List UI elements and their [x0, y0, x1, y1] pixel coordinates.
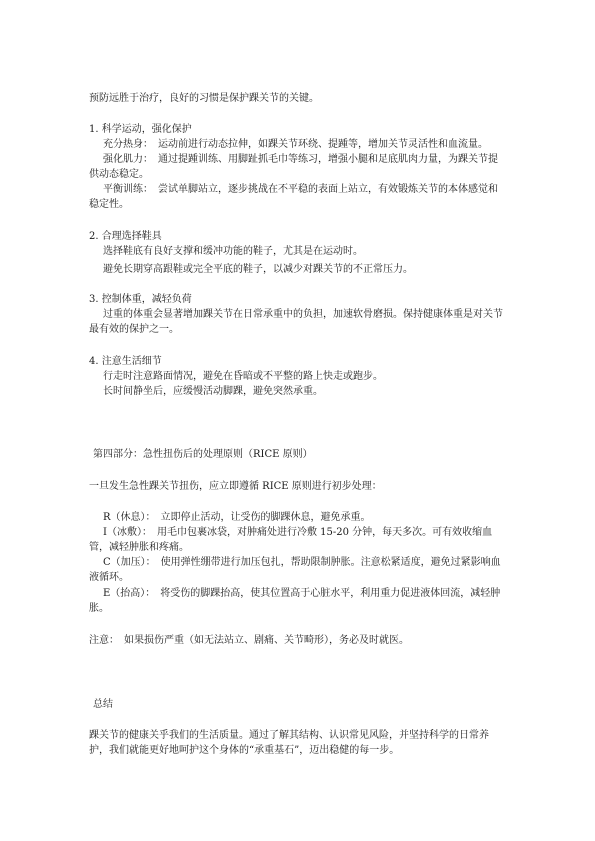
rice-item-elevation: E（抬高）： 将受伤的脚踝抬高，使其位置高于心脏水平，利用重力促进液体回流，减轻肿胀。: [89, 588, 501, 614]
section-4-title: 4. 注意生活细节: [89, 356, 162, 367]
part-4-note: 注意： 如果损伤严重（如无法站立、剧痛、关节畸形），务必及时就医。: [89, 635, 409, 646]
rice-item-rest: R（休息）： 立即停止活动，让受伤的脚踝休息，避免承重。: [103, 512, 371, 523]
section-1-item-warmup: 充分热身： 运动前进行动态拉伸，如踝关节环绕、提踵等，增加关节灵活性和血流量。: [103, 139, 488, 150]
rice-item-compression: C（加压）： 使用弹性绷带进行加压包扎，帮助限制肿胀。注意松紧适度，避免过紧影响血液循环。: [89, 557, 501, 583]
section-2-item-2: 避免长期穿高跟鞋或完全平底的鞋子，以减少对踝关节的不正常压力。: [103, 264, 413, 275]
section-3-body: 过重的体重会显著增加踝关节在日常承重中的负担，加速软骨磨损。保持健康体重是对关节最有效的保护之一。: [89, 309, 503, 335]
section-1-title: 1. 科学运动，强化保护: [89, 124, 192, 135]
section-4-item-2: 长时间静坐后，应缓慢活动脚踝，避免突然承重。: [103, 386, 323, 397]
summary-heading: 总结: [93, 699, 113, 710]
section-1-item-strength: 强化肌力： 通过提踵训练、用脚趾抓毛巾等练习，增强小腿和足底肌肉力量，为踝关节提供动态稳定。: [89, 154, 498, 180]
part-4-lead: 一旦发生急性踝关节扭伤，应立即遵循 RICE 原则进行初步处理：: [89, 481, 382, 492]
section-4-item-1: 行走时注意路面情况，避免在昏暗或不平整的路上快走或跑步。: [103, 371, 383, 382]
section-2-title: 2. 合理选择鞋具: [89, 231, 162, 242]
section-2-item-1: 选择鞋底有良好支撑和缓冲功能的鞋子，尤其是在运动时。: [103, 246, 363, 257]
section-3-title: 3. 控制体重，减轻负荷: [89, 294, 192, 305]
section-1-item-balance: 平衡训练： 尝试单脚站立，逐步挑战在不平稳的表面上站立，有效锻炼关节的本体感觉和稳定性。: [89, 184, 498, 210]
rice-item-ice: I（冰敷）： 用毛巾包裹冰袋，对肿痛处进行冷敷 15-20 分钟，每天多次。可有效收缩血管，减轻肿胀和疼痛。: [89, 527, 493, 553]
intro-paragraph: 预防远胜于治疗，良好的习惯是保护踝关节的关键。: [89, 93, 319, 104]
part-4-heading: 第四部分：急性扭伤后的处理原则（RICE 原则）: [93, 449, 313, 460]
summary-body: 踝关节的健康关乎我们的生活质量。通过了解其结构、认识常见风险，并坚持科学的日常养护，我们就能更好地呵护这个身体的“承重基石”，迈出稳健的每一步。: [89, 730, 489, 756]
